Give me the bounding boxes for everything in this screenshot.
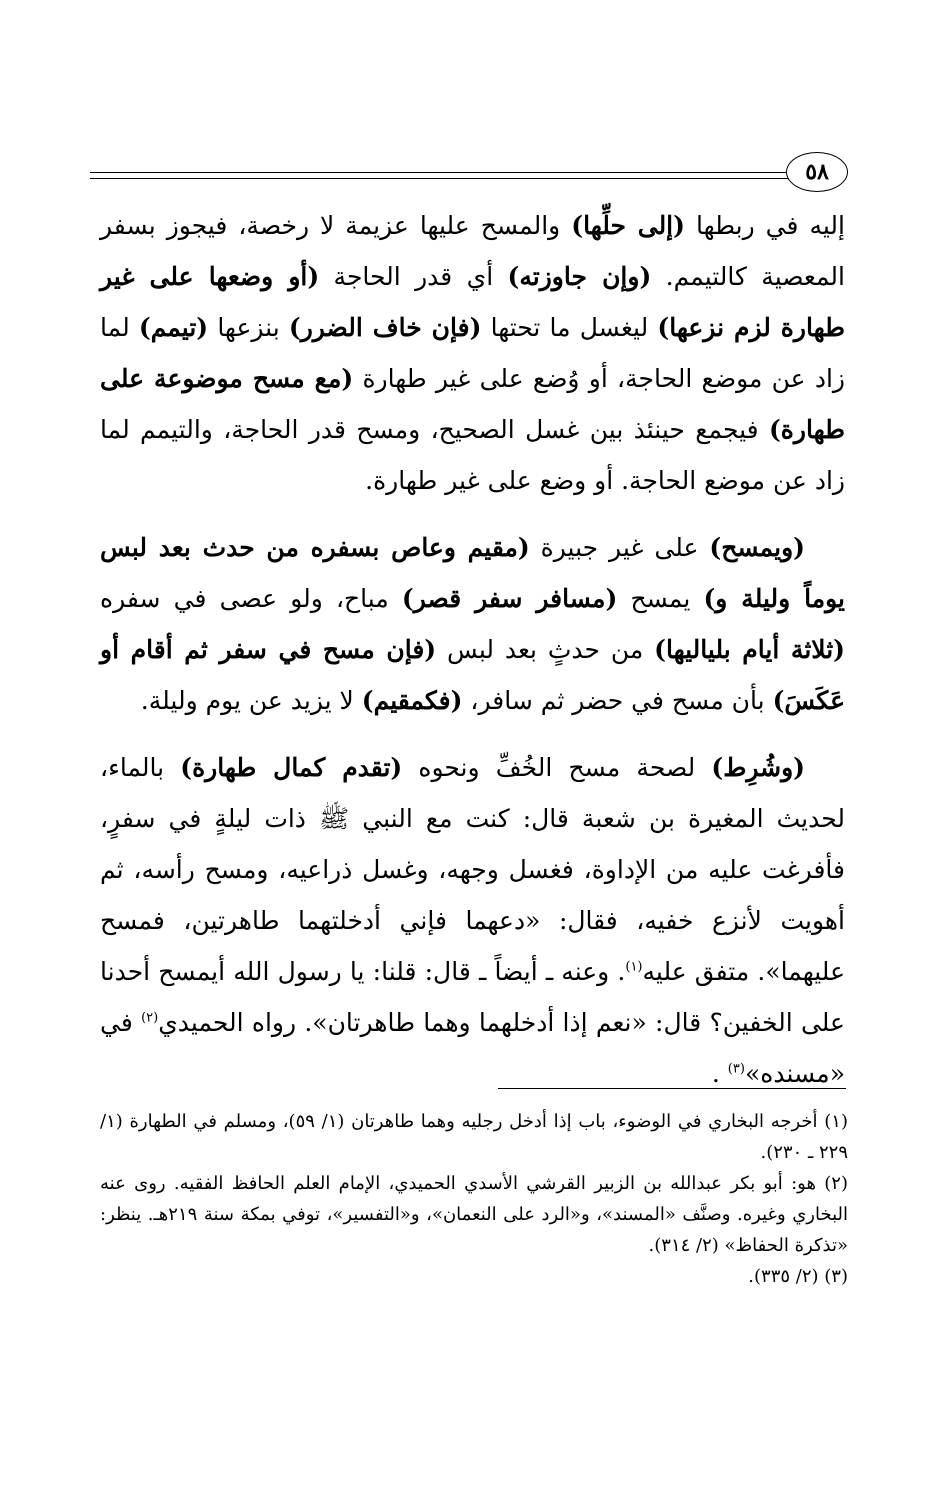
footnote-ref-1[interactable]: (١) xyxy=(625,959,643,975)
text-run: بالماء، لحديث المغيرة بن شعبة قال: كنت مع النبي ﷺ ذات ليلةٍ في سفرٍ، فأفرغت عليه من الإداوة، فغسل وجهه، وغسل ذراعيه، ومسح رأسه، ثم أهويت لأنزع خفيه، فقال: «دعهما فإني أدخلتهما طاهرتين، فمسح عليهما». متفق عليه xyxy=(100,753,845,986)
text-run: إليه في ربطها xyxy=(684,211,845,240)
footnotes xyxy=(100,1106,848,1292)
page-header xyxy=(90,150,848,196)
bold-run: (وشُرِط) xyxy=(711,753,805,782)
bold-run: (مقيم وعاص بسفره من حدث بعد لبس يوماً وليلة و) xyxy=(100,533,846,613)
text-run: لما زاد عن موضع الحاجة، أو وُضع على غير طهارة xyxy=(100,313,845,393)
text-run: ليغسل ما تحتها xyxy=(481,313,658,342)
bold-run: (مسافر سفر قصر) xyxy=(401,584,618,613)
text-run: على غير جبيرة xyxy=(529,533,710,562)
footnote-3: (٣) (٢/ ٣٣٥). xyxy=(748,1266,848,1287)
bold-run: (تيمم) xyxy=(138,313,209,342)
text-run: بأن مسح في حضر ثم سافر، xyxy=(462,686,773,715)
text-run: . xyxy=(711,1059,728,1088)
bold-run: (أو وضعها على غير طهارة لزم نزعها) xyxy=(100,262,845,342)
text-run: من حدثٍ بعد لبس xyxy=(436,635,655,664)
text-run: بنزعها xyxy=(208,313,289,342)
paragraph-1 xyxy=(100,200,845,506)
footnote-ref-3[interactable]: (٣) xyxy=(727,1061,745,1077)
footnote-separator xyxy=(498,1088,846,1089)
paragraph-3 xyxy=(100,742,845,1099)
footnote-1: (١) أخرجه البخاري في الوضوء، باب إذا أدخل رجليه وهما طاهرتان (١/ ٥٩)، ومسلم في الطهارة (١/ ٢٢٩ ـ ٢٣٠). xyxy=(100,1111,848,1163)
bold-run: (فإن خاف الضرر) xyxy=(288,313,482,342)
footnote-2: (٢) هو: أبو بكر عبدالله بن الزبير القرشي الأسدي الحميدي، الإمام العلم الحافظ الفقيه. روى عنه البخاري وغيره. وصنَّف «المسند»، و«الرد على النعمان»، و«التفسير»، توفي بمكة سنة ٢١٩هـ. ينظر: «تذكرة الحفاظ» (٢/ ٣١٤). xyxy=(100,1173,849,1256)
bold-run: (ويمسح) xyxy=(709,533,805,562)
text-run: مباح، ولو عصى في سفره xyxy=(100,584,402,613)
text-run: . وعنه ـ أيضاً ـ قال: قلنا: يا رسول الله أيمسح أحدنا على الخفين؟ قال: «نعم إذا أدخلهما وهما طاهرتان». رواه الحميدي xyxy=(100,957,845,1037)
main-text xyxy=(100,200,845,1099)
text-run: والمسح عليها عزيمة لا رخصة، فيجوز بسفر المعصية كالتيمم. xyxy=(100,211,845,291)
paragraph-2 xyxy=(100,522,845,726)
text-run: في «مسنده» xyxy=(100,1008,845,1088)
text-run: لصحة مسح الخُفِّ ونحوه xyxy=(402,753,712,782)
text-run: يمسح xyxy=(617,584,704,613)
bold-run: (إلى حلِّها) xyxy=(571,211,685,240)
text-run: أي قدر الحاجة xyxy=(319,262,508,291)
text-run: فيجمع حينئذ بين غسل الصحيح، ومسح قدر الحاجة، والتيمم لما زاد عن موضع الحاجة. أو وضع على غير طهارة. xyxy=(100,415,845,495)
page-number: ٥٨ xyxy=(805,159,829,185)
bold-run: (فإن مسح في سفر ثم أقام أو عَكَسَ) xyxy=(100,635,845,715)
bold-run: (فكمقيم) xyxy=(361,686,463,715)
bold-run: (تقدم كمال طهارة) xyxy=(180,753,403,782)
bold-run: (ثلاثة أيام بلياليها) xyxy=(654,635,845,664)
bold-run: (وإن جاوزته) xyxy=(507,262,652,291)
header-double-rule xyxy=(90,172,790,179)
footnote-ref-2[interactable]: (٢) xyxy=(141,1010,159,1026)
bold-run: (مع مسح موضوعة على طهارة) xyxy=(100,364,845,444)
page-number-badge xyxy=(786,152,848,192)
text-run: لا يزيد عن يوم وليلة. xyxy=(140,686,362,715)
